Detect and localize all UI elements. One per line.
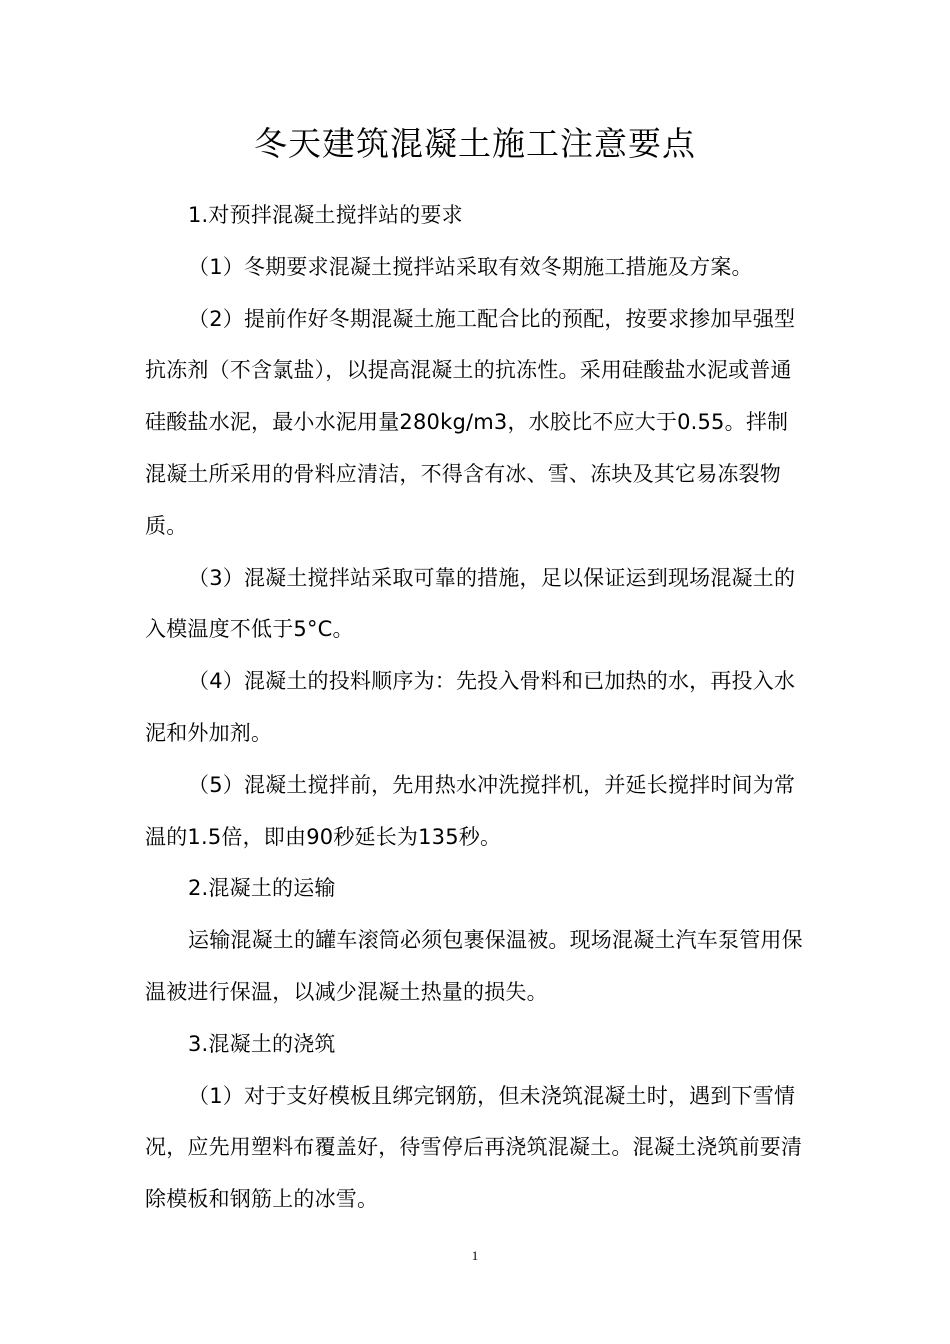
paragraph-1-3: （3）混凝土搅拌站采取可靠的措施，足以保证运到现场混凝土的入模温度不低于5°C。 xyxy=(145,565,796,642)
page-number: 1 xyxy=(471,1248,479,1263)
document-title: 冬天建筑混凝土施工注意要点 xyxy=(254,124,696,163)
document-body xyxy=(145,190,807,1226)
section-heading-1: 1.对预拌混凝土搅拌站的要求 xyxy=(188,203,463,227)
paragraph-1-2: （2）提前作好冬期混凝土施工配合比的预配，按要求掺加早强型抗冻剂（不含氯盐），以提高混凝土的抗冻性。采用硅酸盐水泥或普通硅酸盐水泥，最小水泥用量280kg/m3，水胶比不应大于0.55。拌制混凝土所采用的骨料应清洁，不得含有冰、雪、冻块及其它易冻裂物质。 xyxy=(145,306,796,538)
paragraph-1-4: （4）混凝土的投料顺序为：先投入骨料和已加热的水，再投入水泥和外加剂。 xyxy=(145,669,796,745)
paragraph-2: 运输混凝土的罐车滚筒必须包裹保温被。现场混凝土汽车泵管用保温被进行保温，以减少混凝土热量的损失。 xyxy=(145,928,803,1004)
section-heading-2: 2.混凝土的运输 xyxy=(188,876,336,901)
section-heading-3: 3.混凝土的浇筑 xyxy=(188,1031,336,1056)
paragraph-3-1: （1）对于支好模板且绑完钢筋，但未浇筑混凝土时，遇到下雪情况，应先用塑料布覆盖好，待雪停后再浇筑混凝土。混凝土浇筑前要清除模板和钢筋上的冰雪。 xyxy=(145,1083,803,1212)
paragraph-1-1: （1）冬期要求混凝土搅拌站采取有效冬期施工措施及方案。 xyxy=(188,254,753,279)
paragraph-1-5: （5）混凝土搅拌前，先用热水冲洗搅拌机，并延长搅拌时间为常温的1.5倍，即由90秒延长为135秒。 xyxy=(145,772,796,849)
